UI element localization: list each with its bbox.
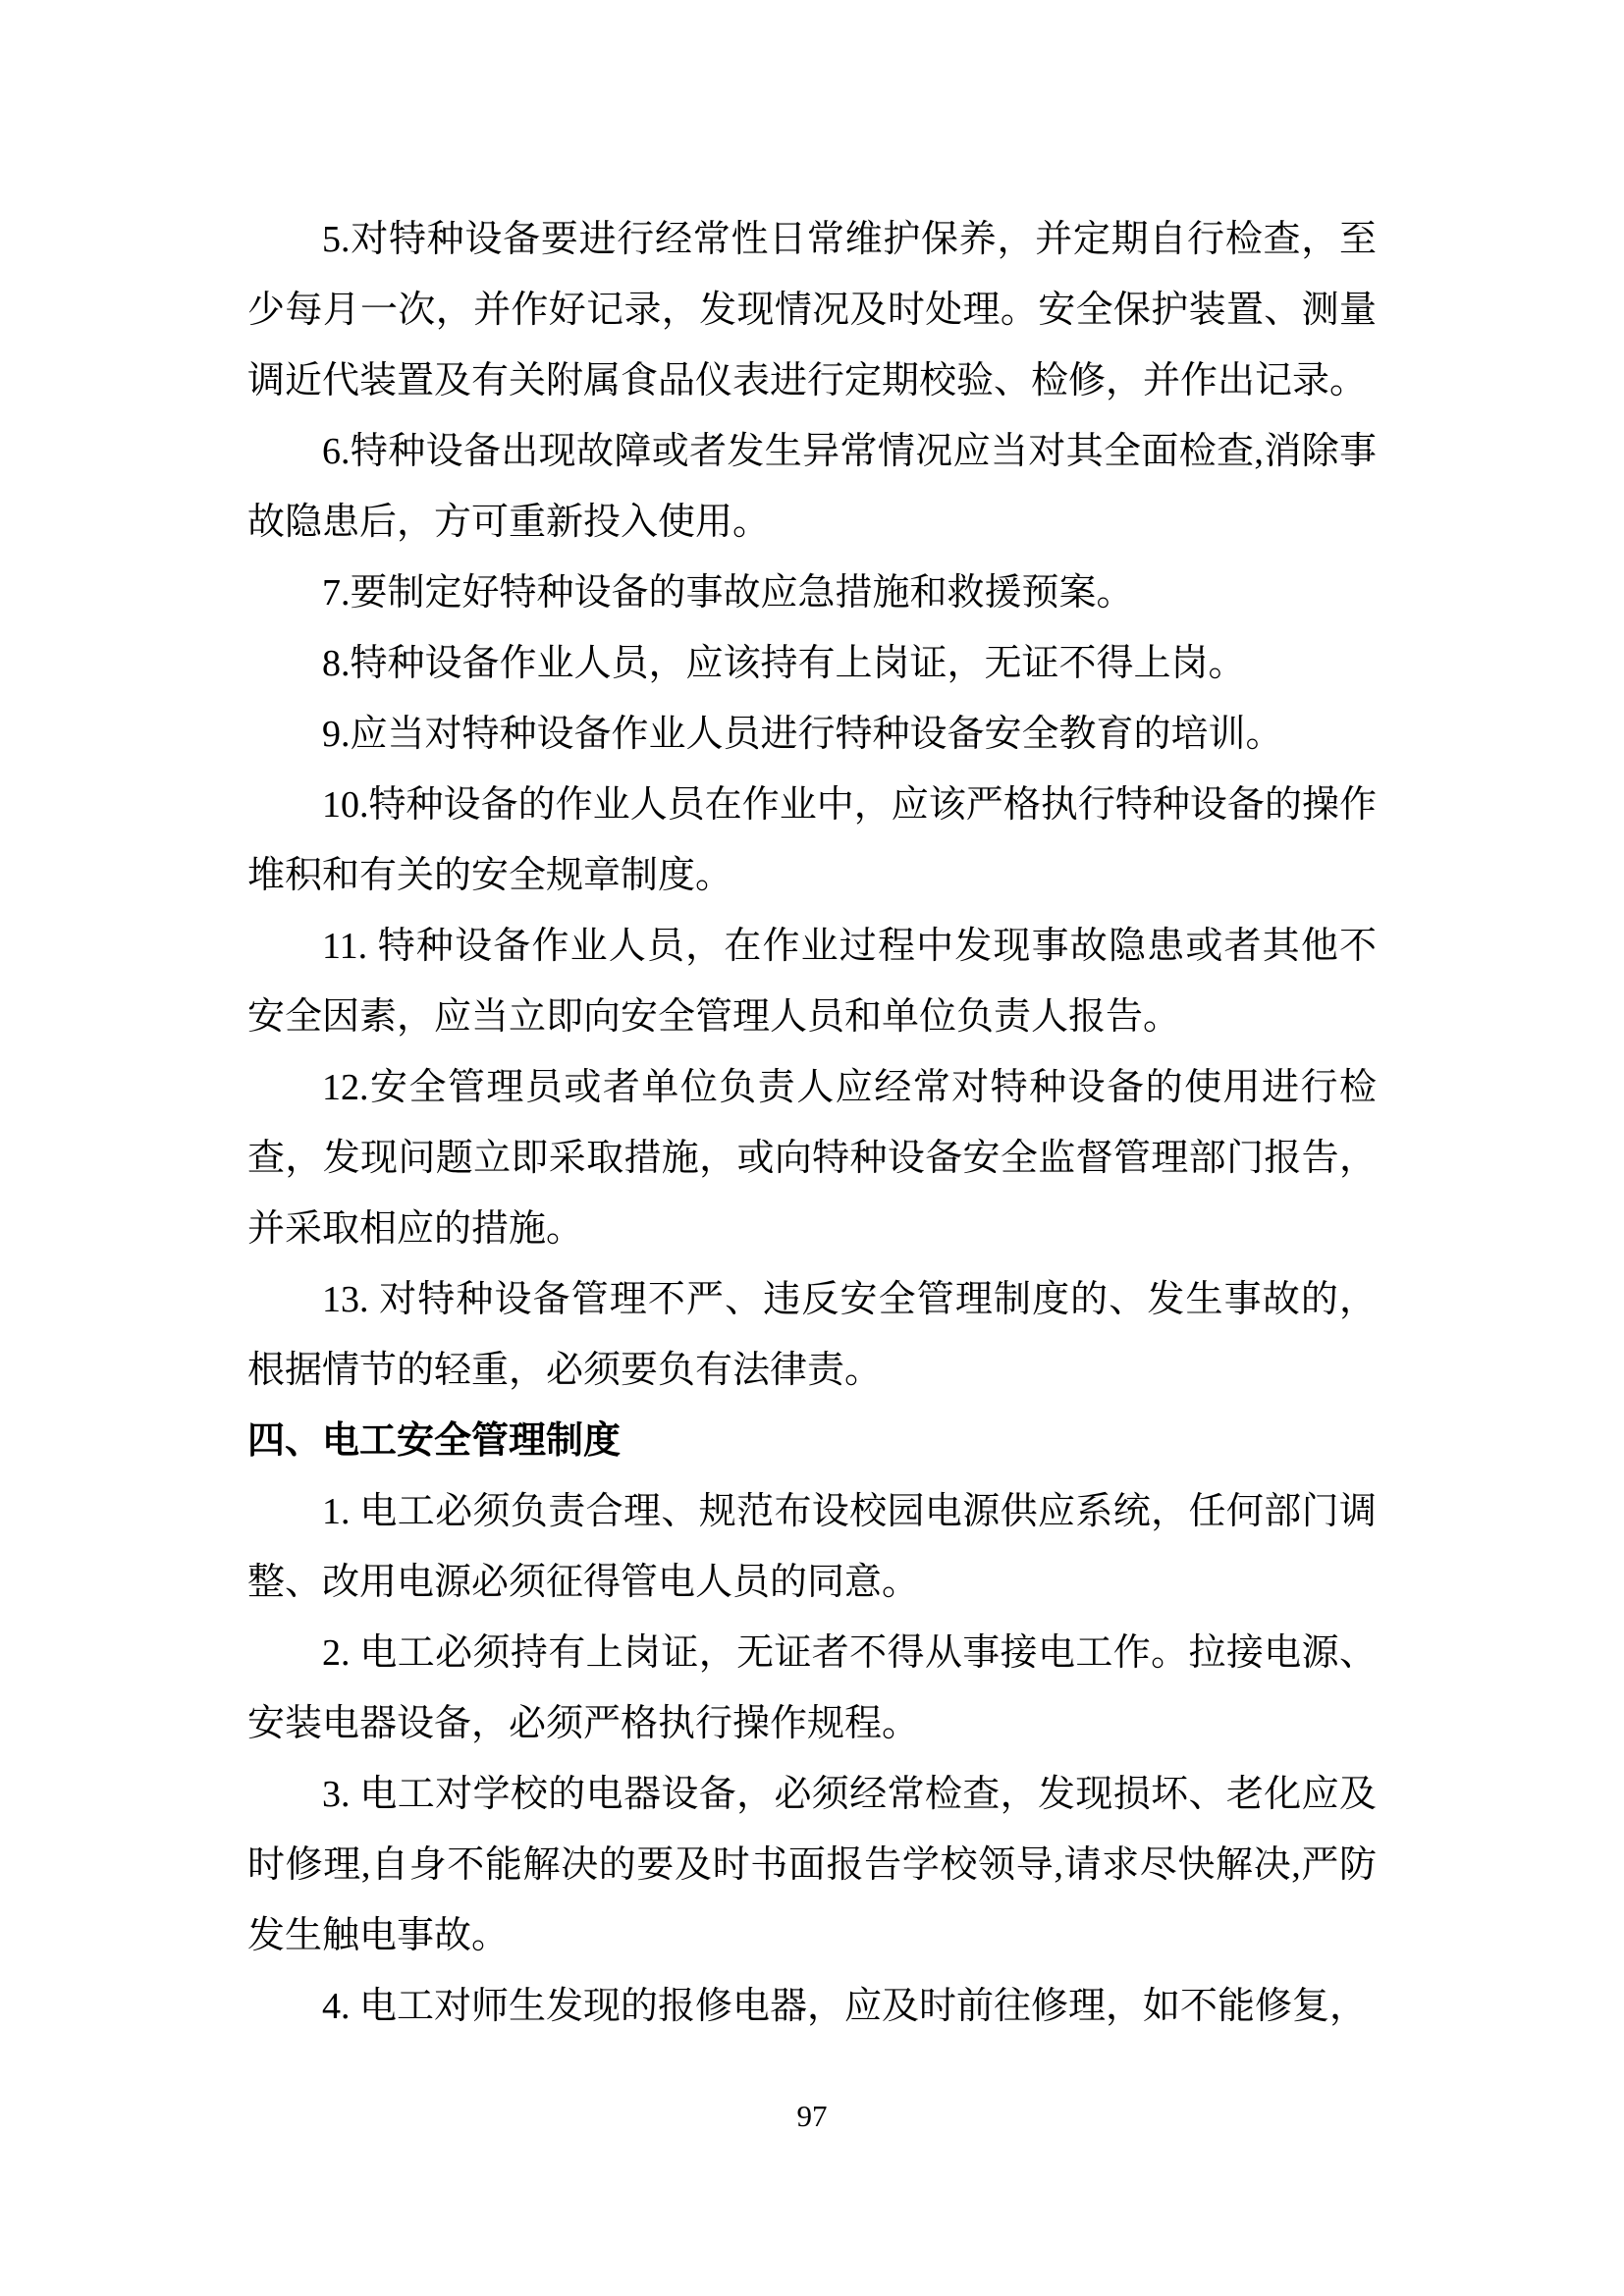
body-paragraph-10: 10.特种设备的作业人员在作业中，应该严格执行特种设备的操作堆积和有关的安全规章制度。 — [247, 784, 1377, 896]
body-paragraph-12: 12.安全管理员或者单位负责人应经常对特种设备的使用进行检查，发现问题立即采取措施，或向特种设备安全监督管理部门报告，并采取相应的措施。 — [247, 1067, 1377, 1250]
body-paragraph-s4-4: 4. 电工对师生发现的报修电器，应及时前往修理，如不能修复， — [322, 1986, 1368, 2027]
body-paragraph-13: 13. 对特种设备管理不严、违反安全管理制度的、发生事故的，根据情节的轻重，必须要负有法律责。 — [247, 1279, 1377, 1391]
page-body — [247, 204, 1377, 2042]
page-number: 97 — [796, 2099, 828, 2133]
body-paragraph-11: 11. 特种设备作业人员，在作业过程中发现事故隐患或者其他不安全因素，应当立即向安全管理人员和单位负责人报告。 — [247, 926, 1377, 1038]
body-paragraph-8: 8.特种设备作业人员，应该持有上岗证，无证不得上岗。 — [322, 643, 1246, 684]
body-paragraph-6: 6.特种设备出现故障或者发生异常情况应当对其全面检查,消除事故隐患后，方可重新投入使用。 — [247, 431, 1377, 543]
body-paragraph-5: 5.对特种设备要进行经常性日常维护保养，并定期自行检查，至少每月一次，并作好记录，发现情况及时处理。安全保护装置、测量调近代装置及有关附属食品仪表进行定期校验、检修，并作出记录。 — [247, 219, 1377, 401]
body-paragraph-9: 9.应当对特种设备作业人员进行特种设备安全教育的培训。 — [322, 714, 1283, 755]
body-paragraph-s4-2: 2. 电工必须持有上岗证，无证者不得从事接电工作。拉接电源、安装电器设备，必须严格执行操作规程。 — [247, 1632, 1377, 1744]
section-heading-4: 四、电工安全管理制度 — [247, 1420, 622, 1462]
body-paragraph-s4-3: 3. 电工对学校的电器设备，必须经常检查，发现损坏、老化应及时修理,自身不能解决的要及时书面报告学校领导,请求尽快解决,严防发生触电事故。 — [247, 1774, 1377, 1956]
body-paragraph-7: 7.要制定好特种设备的事故应急措施和救援预案。 — [322, 572, 1134, 614]
body-paragraph-s4-1: 1. 电工必须负责合理、规范布设校园电源供应系统，任何部门调整、改用电源必须征得管电人员的同意。 — [247, 1491, 1377, 1603]
